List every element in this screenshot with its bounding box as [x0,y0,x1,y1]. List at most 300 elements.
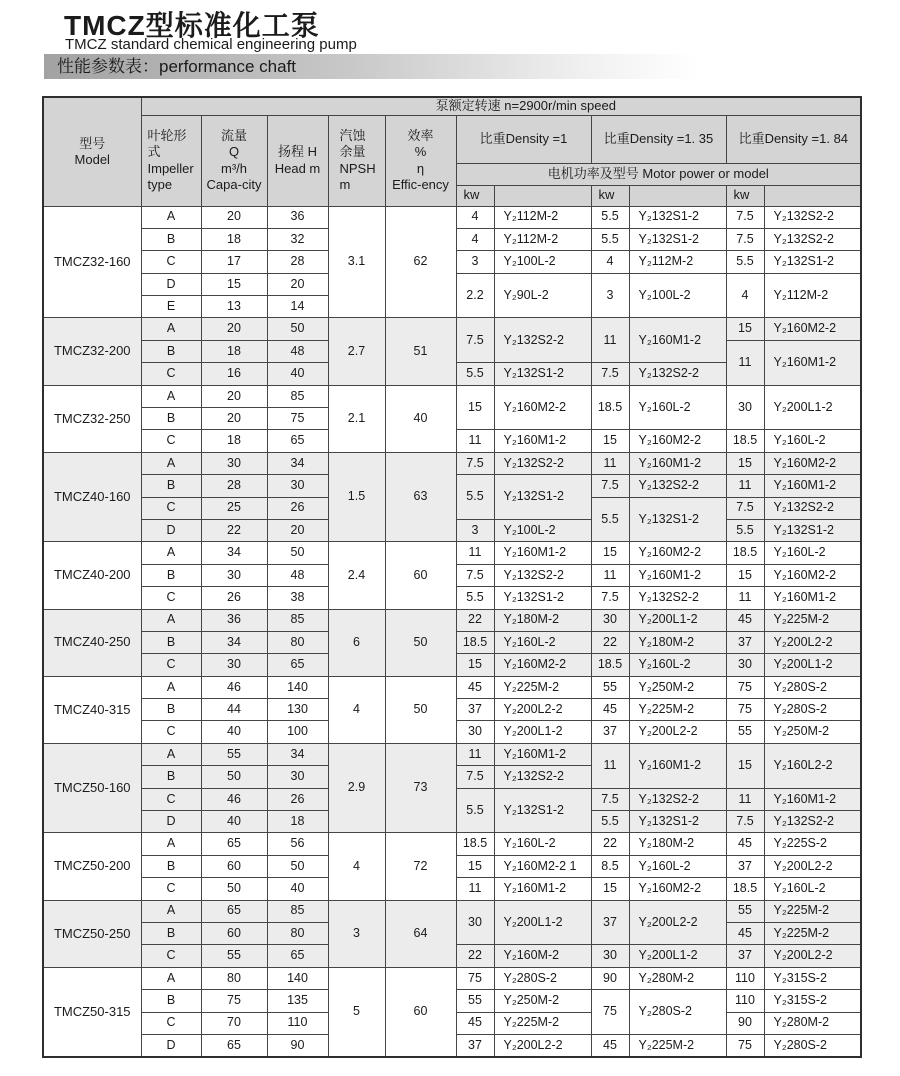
impeller-type-value: A [141,967,201,989]
motor-model-value: Y₂132S2-2 [629,475,726,497]
head-value: 20 [267,273,328,295]
pump-model: TMCZ32-160 [43,206,141,318]
col-header-flow: 流量 Q m³/h Capa-city [201,115,267,206]
head-value: 80 [267,923,328,945]
motor-model-value: Y₂132S2-2 [629,788,726,810]
motor-kw-value: 45 [726,833,764,855]
motor-model-value: Y₂280S-2 [629,990,726,1035]
motor-kw-value: 7.5 [456,564,494,586]
impeller-type-value: A [141,609,201,631]
motor-model-value: Y₂160L2-2 [764,743,861,788]
page-subtitle: TMCZ standard chemical engineering pump [65,36,357,53]
efficiency-value: 73 [385,743,456,833]
npsh-value: 3 [328,900,385,967]
motor-kw-value: 15 [456,385,494,430]
motor-kw-value: 22 [456,609,494,631]
pump-model: TMCZ32-200 [43,318,141,385]
motor-kw-value: 22 [456,945,494,967]
npsh-value: 1.5 [328,452,385,542]
head-value: 50 [267,318,328,340]
motor-model-value: Y₂225M-2 [629,1034,726,1056]
col-header-efficiency: 效率 % η Effic-ency [385,115,456,206]
motor-kw-value: 37 [726,631,764,653]
flow-value: 18 [201,228,267,250]
head-value: 34 [267,452,328,474]
table-body [43,206,861,1057]
motor-model-value: Y₂160M2-2 [764,564,861,586]
motor-model-value: Y₂225M-2 [764,923,861,945]
motor-model-value: Y₂132S1-2 [764,251,861,273]
head-value: 100 [267,721,328,743]
motor-kw-value: 75 [591,990,629,1035]
head-value: 20 [267,519,328,541]
motor-kw-value: 5.5 [591,228,629,250]
performance-table [42,96,862,1058]
table-row [43,967,861,989]
head-value: 85 [267,609,328,631]
motor-kw-value: 7.5 [726,811,764,833]
header-motor-model-2 [629,185,726,206]
npsh-value: 2.7 [328,318,385,385]
motor-model-value: Y₂132S2-2 [764,497,861,519]
motor-kw-value: 15 [591,430,629,452]
motor-model-value: Y₂280S-2 [764,1034,861,1056]
flow-value: 70 [201,1012,267,1034]
motor-kw-value: 11 [456,743,494,765]
motor-kw-value: 7.5 [456,318,494,363]
head-value: 48 [267,340,328,362]
motor-model-value: Y₂160M2-2 [629,878,726,900]
impeller-type-value: C [141,945,201,967]
motor-kw-value: 5.5 [456,363,494,385]
flow-value: 13 [201,296,267,318]
efficiency-value: 64 [385,900,456,967]
pump-model: TMCZ50-315 [43,967,141,1057]
impeller-type-value: A [141,676,201,698]
flow-value: 55 [201,945,267,967]
motor-kw-value: 37 [591,721,629,743]
head-value: 50 [267,542,328,564]
motor-kw-value: 37 [456,699,494,721]
impeller-type-value: D [141,519,201,541]
motor-model-value: Y₂160M2-2 [764,318,861,340]
header-density-135: 比重Density =1. 35 [591,115,726,163]
motor-kw-value: 75 [726,1034,764,1056]
flow-value: 60 [201,855,267,877]
head-value: 85 [267,900,328,922]
head-value: 18 [267,811,328,833]
impeller-type-value: D [141,273,201,295]
motor-kw-value: 37 [726,855,764,877]
motor-kw-value: 37 [456,1034,494,1056]
motor-model-value: Y₂160M1-2 [494,430,591,452]
section-header-bar [44,54,862,79]
flow-value: 34 [201,631,267,653]
npsh-value: 5 [328,967,385,1057]
motor-model-value: Y₂200L2-2 [764,855,861,877]
pump-model: TMCZ50-160 [43,743,141,833]
motor-model-value: Y₂225M-2 [494,676,591,698]
motor-model-value: Y₂200L1-2 [494,900,591,945]
motor-model-value: Y₂250M-2 [494,990,591,1012]
head-value: 26 [267,497,328,519]
motor-model-value: Y₂132S1-2 [494,587,591,609]
head-value: 65 [267,945,328,967]
motor-model-value: Y₂315S-2 [764,990,861,1012]
motor-kw-value: 11 [726,587,764,609]
motor-model-value: Y₂200L1-2 [764,654,861,676]
motor-kw-value: 45 [591,699,629,721]
impeller-type-value: B [141,228,201,250]
flow-value: 80 [201,967,267,989]
efficiency-value: 51 [385,318,456,385]
impeller-type-value: E [141,296,201,318]
motor-kw-value: 5.5 [591,811,629,833]
impeller-type-value: A [141,900,201,922]
flow-value: 34 [201,542,267,564]
impeller-type-value: A [141,385,201,407]
table-row [43,206,861,228]
head-value: 130 [267,699,328,721]
motor-model-value: Y₂132S2-2 [629,363,726,385]
head-value: 30 [267,475,328,497]
motor-model-value: Y₂200L2-2 [764,631,861,653]
head-value: 14 [267,296,328,318]
flow-value: 36 [201,609,267,631]
impeller-type-value: B [141,923,201,945]
motor-model-value: Y₂132S2-2 [764,811,861,833]
motor-kw-value: 4 [726,273,764,318]
motor-model-value: Y₂200L2-2 [494,1034,591,1056]
pump-model: TMCZ50-200 [43,833,141,900]
motor-kw-value: 15 [591,542,629,564]
motor-model-value: Y₂112M-2 [494,206,591,228]
flow-value: 46 [201,676,267,698]
motor-model-value: Y₂132S2-2 [494,318,591,363]
col-header-impeller: 叶轮形 式 Impeller type [141,115,201,206]
flow-value: 17 [201,251,267,273]
motor-kw-value: 5.5 [726,519,764,541]
impeller-type-value: C [141,788,201,810]
impeller-type-value: A [141,206,201,228]
motor-model-value: Y₂100L-2 [629,273,726,318]
motor-kw-value: 2.2 [456,273,494,318]
motor-model-value: Y₂200L1-2 [629,609,726,631]
motor-kw-value: 11 [456,542,494,564]
motor-model-value: Y₂160M2-2 1 [494,855,591,877]
efficiency-value: 60 [385,967,456,1057]
header-kw-3: kw [726,185,764,206]
flow-value: 40 [201,811,267,833]
motor-kw-value: 18.5 [591,654,629,676]
head-value: 90 [267,1034,328,1056]
header-kw-2: kw [591,185,629,206]
motor-model-value: Y₂200L2-2 [764,945,861,967]
motor-model-value: Y₂160M1-2 [629,318,726,363]
table-row [43,452,861,474]
flow-value: 16 [201,363,267,385]
motor-model-value: Y₂160L-2 [764,430,861,452]
motor-model-value: Y₂200L2-2 [629,900,726,945]
motor-kw-value: 5.5 [456,587,494,609]
motor-model-value: Y₂100L-2 [494,251,591,273]
motor-model-value: Y₂180M-2 [629,631,726,653]
pump-model: TMCZ50-250 [43,900,141,967]
motor-kw-value: 18.5 [456,631,494,653]
motor-model-value: Y₂132S2-2 [764,228,861,250]
motor-kw-value: 11 [456,430,494,452]
motor-model-value: Y₂225M-2 [764,609,861,631]
page-title: TMCZ型标准化工泵 [64,10,320,41]
motor-model-value: Y₂160M-2 [494,945,591,967]
motor-model-value: Y₂160M1-2 [494,743,591,765]
motor-kw-value: 37 [591,900,629,945]
flow-value: 44 [201,699,267,721]
impeller-type-value: A [141,833,201,855]
motor-kw-value: 18.5 [726,878,764,900]
motor-model-value: Y₂280M-2 [629,967,726,989]
head-value: 140 [267,676,328,698]
motor-model-value: Y₂280S-2 [764,676,861,698]
flow-value: 25 [201,497,267,519]
motor-model-value: Y₂160M1-2 [764,340,861,385]
motor-model-value: Y₂132S2-2 [629,587,726,609]
efficiency-value: 40 [385,385,456,452]
motor-kw-value: 18.5 [726,430,764,452]
motor-kw-value: 5.5 [456,788,494,833]
motor-model-value: Y₂160L-2 [494,833,591,855]
motor-kw-value: 11 [591,564,629,586]
motor-model-value: Y₂132S2-2 [494,564,591,586]
motor-model-value: Y₂200L1-2 [629,945,726,967]
motor-kw-value: 7.5 [591,788,629,810]
impeller-type-value: C [141,721,201,743]
head-value: 50 [267,855,328,877]
motor-model-value: Y₂200L1-2 [494,721,591,743]
impeller-type-value: B [141,699,201,721]
motor-kw-value: 3 [456,251,494,273]
flow-value: 28 [201,475,267,497]
motor-model-value: Y₂200L2-2 [629,721,726,743]
motor-kw-value: 15 [726,564,764,586]
flow-value: 15 [201,273,267,295]
efficiency-value: 72 [385,833,456,900]
motor-model-value: Y₂132S1-2 [764,519,861,541]
motor-model-value: Y₂100L-2 [494,519,591,541]
head-value: 36 [267,206,328,228]
col-header-npsh: 汽蚀 余量 NPSH m [328,115,385,206]
motor-kw-value: 15 [456,654,494,676]
motor-model-value: Y₂132S1-2 [629,811,726,833]
motor-model-value: Y₂132S1-2 [629,206,726,228]
motor-kw-value: 7.5 [726,206,764,228]
motor-kw-value: 11 [591,743,629,788]
motor-model-value: Y₂250M-2 [629,676,726,698]
flow-value: 20 [201,318,267,340]
motor-model-value: Y₂132S2-2 [494,766,591,788]
pump-model: TMCZ32-250 [43,385,141,452]
motor-kw-value: 5.5 [456,475,494,520]
flow-value: 30 [201,564,267,586]
motor-kw-value: 90 [591,967,629,989]
head-value: 65 [267,654,328,676]
impeller-type-value: C [141,654,201,676]
flow-value: 55 [201,743,267,765]
motor-kw-value: 30 [591,945,629,967]
impeller-type-value: D [141,811,201,833]
col-header-head: 扬程 H Head m [267,115,328,206]
table-header [43,97,861,206]
flow-value: 40 [201,721,267,743]
motor-kw-value: 18.5 [456,833,494,855]
motor-kw-value: 11 [726,340,764,385]
npsh-value: 4 [328,833,385,900]
flow-value: 50 [201,766,267,788]
impeller-type-value: D [141,1034,201,1056]
motor-kw-value: 15 [591,878,629,900]
impeller-type-value: B [141,766,201,788]
header-motor-model-1 [494,185,591,206]
motor-kw-value: 55 [456,990,494,1012]
motor-model-value: Y₂280S-2 [764,699,861,721]
npsh-value: 2.1 [328,385,385,452]
motor-model-value: Y₂200L1-2 [764,385,861,430]
motor-model-value: Y₂160M2-2 [629,430,726,452]
motor-kw-value: 15 [726,743,764,788]
motor-kw-value: 4 [591,251,629,273]
motor-model-value: Y₂160M1-2 [494,542,591,564]
motor-model-value: Y₂225M-2 [764,900,861,922]
motor-model-value: Y₂225S-2 [764,833,861,855]
table-row [43,318,861,340]
col-header-model: 型号 Model [43,97,141,206]
flow-value: 65 [201,900,267,922]
head-value: 32 [267,228,328,250]
motor-model-value: Y₂160L-2 [629,385,726,430]
pump-model: TMCZ40-200 [43,542,141,609]
motor-kw-value: 30 [591,609,629,631]
efficiency-value: 63 [385,452,456,542]
flow-value: 30 [201,452,267,474]
motor-model-value: Y₂160M2-2 [494,385,591,430]
motor-model-value: Y₂280S-2 [494,967,591,989]
flow-value: 60 [201,923,267,945]
motor-kw-value: 5.5 [591,206,629,228]
motor-kw-value: 45 [456,1012,494,1034]
motor-kw-value: 22 [591,833,629,855]
motor-kw-value: 11 [456,878,494,900]
impeller-type-value: B [141,855,201,877]
impeller-type-value: C [141,430,201,452]
header-rated-speed: 泵额定转速 n=2900r/min speed [141,97,861,115]
motor-model-value: Y₂200L2-2 [494,699,591,721]
motor-kw-value: 15 [456,855,494,877]
header-motor-model-3 [764,185,861,206]
pump-model: TMCZ40-315 [43,676,141,743]
motor-kw-value: 3 [591,273,629,318]
motor-model-value: Y₂132S1-2 [494,788,591,833]
motor-kw-value: 37 [726,945,764,967]
head-value: 26 [267,788,328,810]
motor-model-value: Y₂160M1-2 [764,475,861,497]
motor-kw-value: 11 [591,452,629,474]
motor-kw-value: 90 [726,1012,764,1034]
flow-value: 75 [201,990,267,1012]
impeller-type-value: B [141,340,201,362]
header-motor-power: 电机功率及型号 Motor power or model [456,163,861,185]
head-value: 140 [267,967,328,989]
motor-model-value: Y₂160L-2 [764,542,861,564]
motor-kw-value: 3 [456,519,494,541]
motor-kw-value: 30 [456,900,494,945]
flow-value: 50 [201,878,267,900]
table-row [43,743,861,765]
impeller-type-value: B [141,564,201,586]
motor-model-value: Y₂160L-2 [764,878,861,900]
motor-model-value: Y₂132S1-2 [494,475,591,520]
head-value: 75 [267,408,328,430]
motor-model-value: Y₂160M2-2 [764,452,861,474]
impeller-type-value: B [141,408,201,430]
motor-kw-value: 7.5 [456,766,494,788]
motor-kw-value: 75 [726,699,764,721]
motor-model-value: Y₂160M1-2 [629,452,726,474]
motor-kw-value: 7.5 [726,228,764,250]
impeller-type-value: C [141,363,201,385]
efficiency-value: 50 [385,609,456,676]
head-value: 34 [267,743,328,765]
motor-kw-value: 18.5 [726,542,764,564]
motor-model-value: Y₂112M-2 [629,251,726,273]
motor-model-value: Y₂90L-2 [494,273,591,318]
motor-model-value: Y₂112M-2 [494,228,591,250]
motor-model-value: Y₂160L-2 [629,855,726,877]
impeller-type-value: B [141,990,201,1012]
motor-kw-value: 45 [591,1034,629,1056]
motor-kw-value: 22 [591,631,629,653]
flow-value: 65 [201,1034,267,1056]
flow-value: 30 [201,654,267,676]
motor-model-value: Y₂132S2-2 [764,206,861,228]
motor-kw-value: 11 [726,788,764,810]
motor-kw-value: 75 [726,676,764,698]
motor-model-value: Y₂160L-2 [494,631,591,653]
npsh-value: 2.9 [328,743,385,833]
head-value: 38 [267,587,328,609]
motor-kw-value: 5.5 [726,251,764,273]
flow-value: 20 [201,408,267,430]
head-value: 48 [267,564,328,586]
efficiency-value: 60 [385,542,456,609]
impeller-type-value: C [141,251,201,273]
motor-kw-value: 110 [726,990,764,1012]
head-value: 65 [267,430,328,452]
motor-model-value: Y₂225M-2 [629,699,726,721]
head-value: 40 [267,878,328,900]
flow-value: 20 [201,385,267,407]
motor-kw-value: 75 [456,967,494,989]
header-density-184: 比重Density =1. 84 [726,115,861,163]
table-row [43,609,861,631]
pump-model: TMCZ40-160 [43,452,141,542]
flow-value: 46 [201,788,267,810]
flow-value: 18 [201,430,267,452]
motor-kw-value: 11 [726,475,764,497]
motor-model-value: Y₂160M2-2 [494,654,591,676]
header-kw-1: kw [456,185,494,206]
npsh-value: 3.1 [328,206,385,318]
motor-model-value: Y₂132S1-2 [629,497,726,542]
